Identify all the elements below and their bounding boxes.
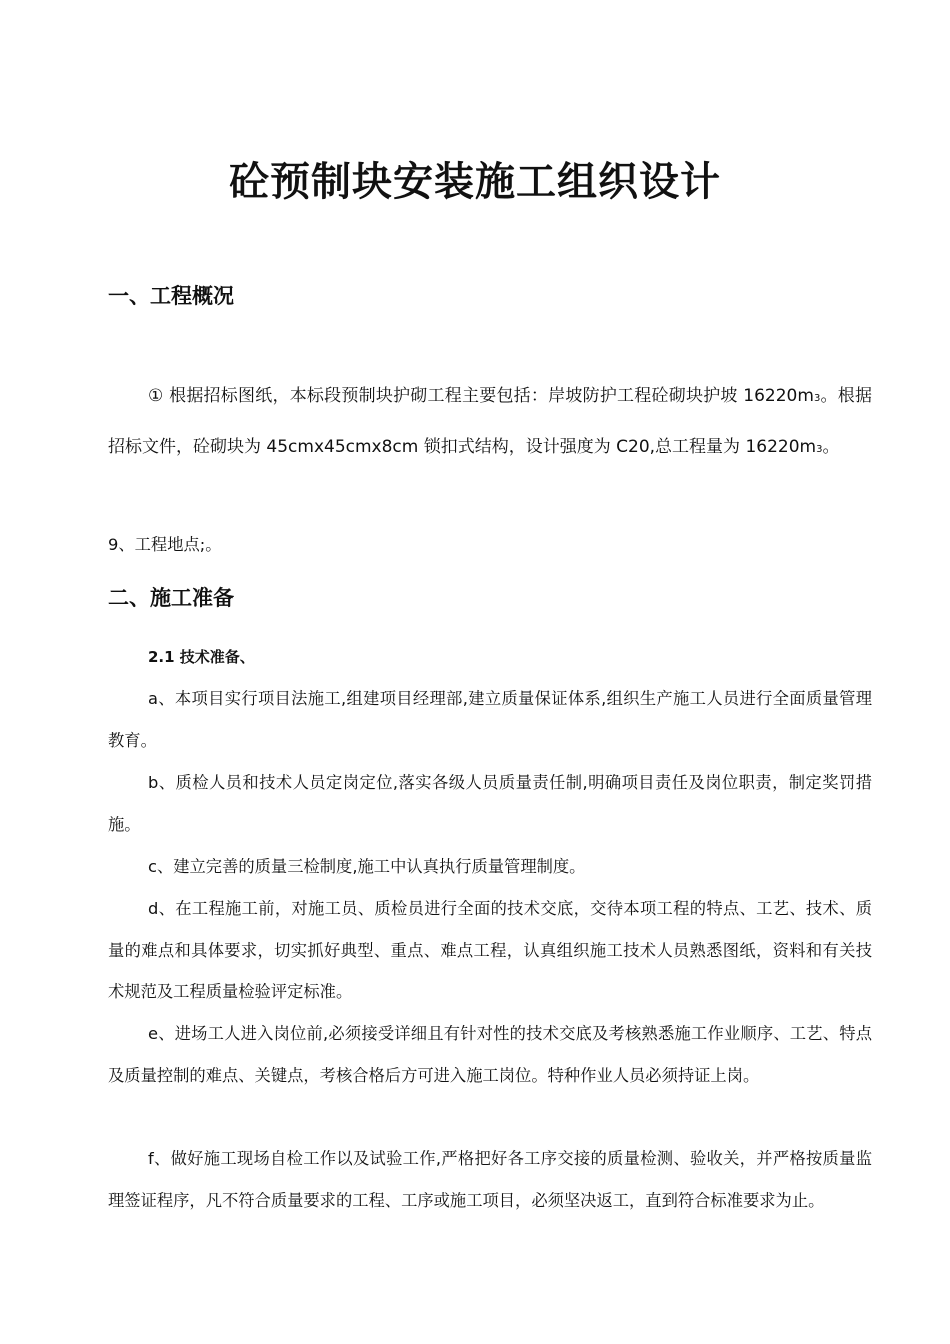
tech-item-b: b、质检人员和技术人员定岗定位,落实各级人员质量责任制,明确项目责任及岗位职责，制定奖罚措施。 [108,773,872,834]
subsection-heading-technical: 2.1 技术准备、 [148,648,255,666]
overview-paragraph [108,372,872,474]
overview-text-2: 。根据招标文件，砼砌块为 45cmx45cmx8cm 锁扣式结构，设计强度为 C20,总工程量为 16220m [108,386,873,457]
cubic-superscript-1: 3 [813,393,821,404]
overview-text-3: 。 [822,437,840,457]
tech-item-c: c、建立完善的质量三检制度,施工中认真执行质量管理制度。 [148,857,586,876]
section-heading-preparation: 二、施工准备 [108,586,234,610]
overview-text-1: ① 根据招标图纸，本标段预制块护砌工程主要包括：岸坡防护工程砼砌块护坡 16220m [148,386,814,406]
tech-item-e: e、进场工人进入岗位前,必须接受详细且有针对性的技术交底及考核熟悉施工作业顺序、工艺、特点及质量控制的难点、关键点，考核合格后方可进入施工岗位。特种作业人员必须持证上岗。 [108,1024,872,1085]
tech-item-f: f、做好施工现场自检工作以及试验工作,严格把好各工序交接的质量检测、验收关，并严格按质量监理签证程序，凡不符合质量要求的工程、工序或施工项目，必须坚决返工，直到符合标准要求为止。 [108,1149,872,1210]
cubic-superscript-2: 3 [816,444,823,455]
document-title: 砼预制块安装施工组织设计 [229,159,721,205]
section-heading-overview: 一、工程概况 [108,284,234,308]
tech-item-d: d、在工程施工前，对施工员、质检员进行全面的技术交底，交待本项工程的特点、工艺、技术、质量的难点和具体要求，切实抓好典型、重点、难点工程，认真组织施工技术人员熟悉图纸，资料和有关技术规范及工程质量检验评定标准。 [108,899,872,1001]
project-location: 9、工程地点;。 [108,535,222,554]
tech-item-a: a、本项目实行项目法施工,组建项目经理部,建立质量保证体系,组织生产施工人员进行全面质量管理教育。 [108,689,872,750]
